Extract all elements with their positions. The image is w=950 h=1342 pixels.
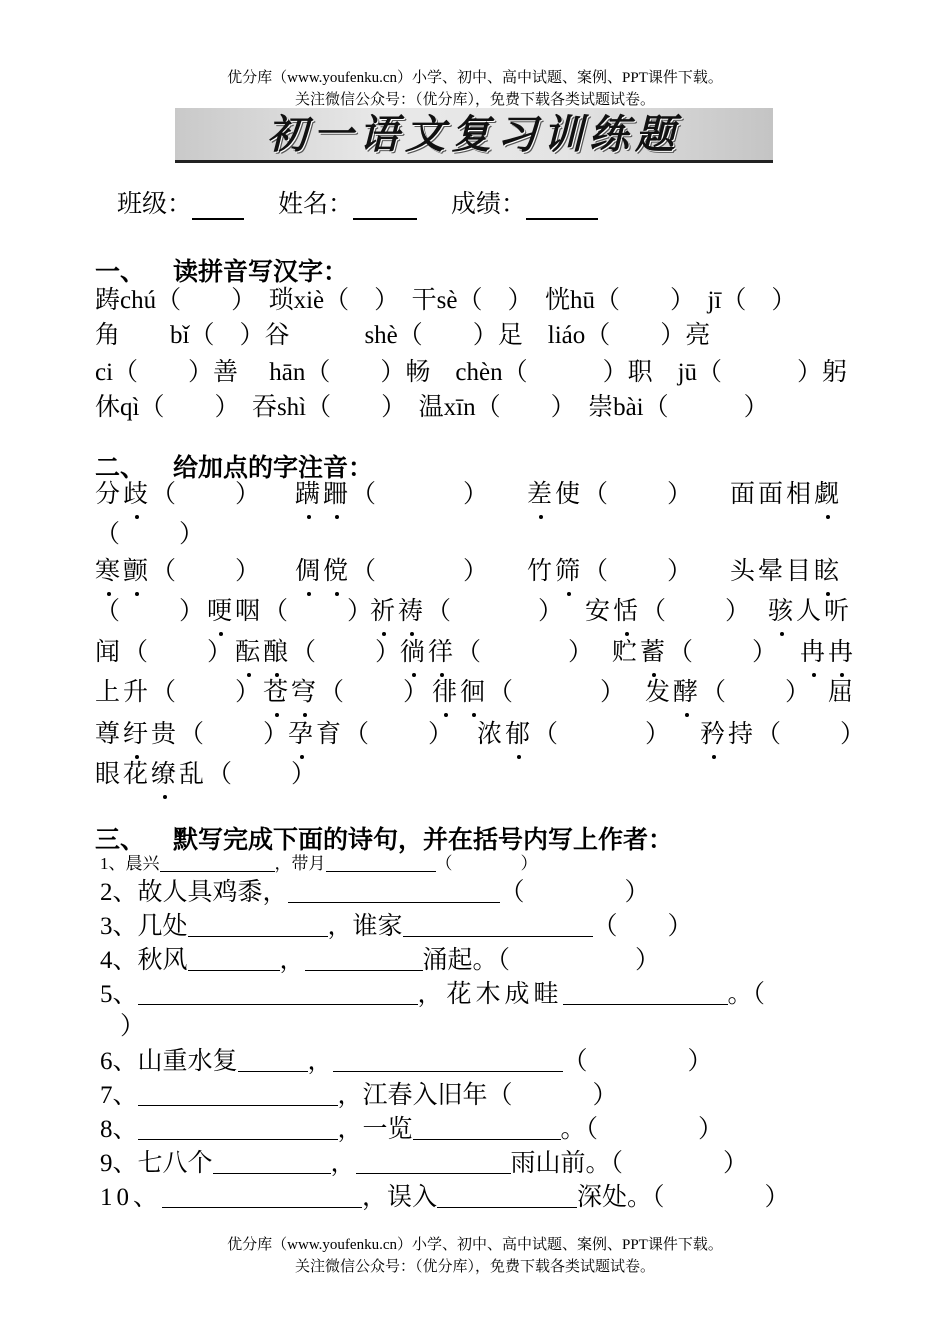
poem-text: 晨兴 [125, 854, 160, 873]
footer-line-2: 关注微信公众号：（优分库），免费下载各类试题试卷。 [294, 1259, 655, 1275]
poem-number: 7、 [100, 1082, 138, 1109]
item-text: 屈 [828, 679, 857, 706]
dotted-char: 缭 [151, 761, 179, 788]
answer-blank[interactable] [188, 912, 328, 937]
dotted-char: 郁 [505, 721, 533, 748]
header-line-2: 关注微信公众号：（优分库），免费下载各类试题试卷。 [294, 92, 655, 108]
section-3-number: 三、 [95, 825, 146, 854]
dotted-char: 差 [527, 481, 555, 508]
item-text: （ ） [426, 598, 567, 625]
answer-blank[interactable] [162, 1183, 362, 1208]
dotted-char: 蓄 [640, 639, 668, 666]
dotted-char: 冉冉 [800, 639, 856, 666]
poem-line-2 [100, 876, 650, 910]
poem-text: 几处 [137, 913, 188, 940]
answer-blank[interactable] [238, 1047, 308, 1072]
item-text: 咽（ ） [235, 598, 376, 625]
section-1-heading [95, 252, 348, 288]
section-3-title: 默写完成下面的诗句，并在括号内写上作者： [173, 825, 674, 854]
page-title: 初一语文复习训练题 [175, 108, 773, 163]
poem-text: 七八个 [137, 1150, 213, 1177]
poem-line-8 [100, 1113, 723, 1147]
annotation-item [527, 478, 695, 512]
section-1-number: 一、 [95, 257, 146, 286]
item-text: 面面相 [730, 481, 815, 508]
poem-text: 山重水复 [137, 1048, 238, 1075]
dotted-char: 哽 [207, 598, 235, 625]
annotation-item [295, 555, 491, 589]
answer-blank[interactable] [138, 1115, 338, 1140]
item-text: （ ） [151, 558, 264, 585]
annotation-item [95, 718, 291, 752]
poem-text: 深处。（ ） [577, 1184, 790, 1211]
class-blank[interactable] [192, 192, 244, 220]
item-text: 眼花 [95, 761, 152, 788]
dotted-char: 恬 [613, 598, 641, 625]
dotted-char: 倜傥 [295, 558, 351, 585]
dotted-char: 徘徊 [432, 679, 488, 706]
poem-line-3 [100, 910, 693, 944]
annotation-item [295, 478, 491, 512]
answer-blank[interactable] [188, 946, 280, 971]
poem-number: 3、 [100, 913, 138, 940]
item-text: （ ） [533, 721, 674, 748]
item-text: （ ） [488, 679, 629, 706]
item-text: （ ） [95, 521, 208, 548]
annotation-item [370, 595, 566, 629]
item-text: （ ） [151, 481, 264, 508]
section-2-number: 二、 [95, 453, 146, 482]
answer-blank[interactable] [213, 1149, 331, 1174]
poem-text: ， [330, 1150, 356, 1177]
annotation-item [768, 595, 852, 629]
annotation-item [527, 555, 695, 589]
poem-text: 雨山前。（ ） [510, 1150, 749, 1177]
item-text: （ ） [456, 639, 597, 666]
answer-blank[interactable] [437, 1183, 577, 1208]
answer-blank[interactable] [160, 853, 275, 872]
poem-text: 秋风 [137, 947, 188, 974]
item-text: 贵（ ） [151, 721, 292, 748]
poem-text: ，误入 [362, 1184, 438, 1211]
answer-blank[interactable] [413, 1115, 561, 1140]
poem-number: 4、 [100, 947, 138, 974]
score-blank[interactable] [526, 192, 598, 220]
item-text: 乱（ ） [179, 761, 320, 788]
annotation-item [432, 676, 628, 710]
poem-text: ，江春入旧年（ [337, 1082, 513, 1109]
dotted-char: 祈祷 [370, 598, 426, 625]
answer-blank[interactable] [403, 912, 593, 937]
item-text: 发 [645, 679, 674, 706]
dotted-char: 苍穹 [263, 679, 319, 706]
item-text: 育（ ） [316, 721, 457, 748]
poem-line-5 [100, 978, 765, 1012]
name-label: 姓名： [277, 189, 353, 218]
item-text: 浓 [477, 721, 506, 748]
poem-text: ， [279, 947, 305, 974]
poem-line-10 [100, 1181, 790, 1215]
dotted-char: 觑 [814, 481, 842, 508]
poem-line-5-cont [120, 1010, 145, 1044]
name-blank[interactable] [353, 192, 417, 220]
dotted-char: 歧 [123, 481, 151, 508]
annotation-item [95, 676, 431, 710]
annotation-item [477, 718, 673, 752]
item-text: 闻（ ） [95, 639, 236, 666]
poem-text: 故人具鸡黍， [137, 879, 288, 906]
poem-number: 1、 [100, 854, 126, 873]
item-text: 使（ ） [555, 481, 696, 508]
item-text: （ ） [701, 679, 814, 706]
item-text: （ ） [319, 679, 432, 706]
item-text: （ ） [95, 598, 208, 625]
item-text: （ ） [641, 598, 754, 625]
poem-number: 10、 [100, 1184, 163, 1211]
poem-text: ，带月 [274, 854, 326, 873]
poem-number: 9、 [100, 1150, 138, 1177]
item-text: 持（ ） [728, 721, 869, 748]
item-text: 头晕目 [730, 558, 815, 585]
item-text: （ ） [351, 481, 492, 508]
answer-blank[interactable] [138, 980, 418, 1005]
annotation-item [585, 595, 753, 629]
answer-blank[interactable] [305, 946, 423, 971]
author-paren: （ ） [562, 1048, 713, 1075]
item-text: 尊 [95, 721, 124, 748]
poem-line-6 [100, 1045, 713, 1079]
answer-blank[interactable] [288, 878, 500, 903]
annotation-item [400, 636, 596, 670]
answer-blank[interactable] [333, 1047, 563, 1072]
poem-line-7 [100, 1079, 618, 1113]
dotted-char: 酵 [673, 679, 701, 706]
poem-number: 8、 [100, 1116, 138, 1143]
pinyin-line-3: ci（ ）善 hān（ ）畅 chèn（ ）职 jū（ ）躬 [95, 359, 848, 386]
dotted-char: 纡 [123, 721, 151, 748]
poem-text: ，谁家 [327, 913, 403, 940]
section-2-title: 给加点的字注音： [173, 453, 374, 482]
section-1-title: 读拼音写汉字： [173, 257, 349, 286]
author-paren: （ ） [499, 879, 650, 906]
item-text: 竹 [527, 558, 556, 585]
item-text: （ ） [351, 558, 492, 585]
item-text: 人听 [796, 598, 853, 625]
pinyin-line-2: 角 bǐ（ ）谷 shè（ ）足 liáo（ ）亮 [95, 322, 711, 349]
dotted-char: 筛 [555, 558, 583, 585]
author-paren: （ ） [435, 854, 538, 873]
annotation-item [95, 518, 207, 552]
author-paren: 。（ [727, 981, 766, 1008]
annotation-item [95, 595, 375, 629]
annotation-item [95, 758, 319, 792]
annotation-item [828, 676, 856, 710]
footer-line-1: 优分库（www.youfenku.cn）小学、初中、高中试题、案例、PPT课件下载。 [227, 1237, 723, 1253]
poem-text: 涌起。（ ） [422, 947, 661, 974]
item-text: 分 [95, 481, 124, 508]
annotation-item [95, 555, 263, 589]
score-label: 成绩： [450, 189, 526, 218]
poem-text: ，花木成畦 [417, 981, 563, 1008]
annotation-item [645, 676, 813, 710]
dotted-char: 寒颤 [95, 558, 151, 585]
annotation-item [95, 636, 403, 670]
poem-number: 6、 [100, 1048, 138, 1075]
annotation-item [730, 478, 842, 512]
item-text: 贮 [612, 639, 641, 666]
item-text: 安 [585, 598, 614, 625]
item-text: （ ） [291, 639, 404, 666]
item-text: （ ） [583, 558, 696, 585]
poem-line-9 [100, 1147, 748, 1181]
item-text: （ ） [668, 639, 781, 666]
poem-text: ， [307, 1048, 333, 1075]
pinyin-line-4: 休qì（ ） 吞shì（ ） 温xīn（ ） 崇bài（ ） [95, 394, 769, 421]
author-paren: ） [120, 1013, 146, 1040]
answer-blank[interactable] [356, 1149, 511, 1174]
item-text: 上升（ ） [95, 679, 264, 706]
dotted-char: 孕 [288, 721, 316, 748]
dotted-char: 徜徉 [400, 639, 456, 666]
dotted-char: 蹒跚 [295, 481, 351, 508]
annotation-item [700, 718, 868, 752]
answer-blank[interactable] [563, 980, 728, 1005]
pinyin-line-1: 踌chú（ ） 琐xiè（ ） 干sè（ ） 恍hū（ ） jī（ ） [95, 287, 797, 314]
class-label: 班级： [117, 189, 193, 218]
answer-blank[interactable] [326, 853, 436, 872]
poem-number: 2、 [100, 879, 138, 906]
dotted-char: 矜 [700, 721, 728, 748]
author-paren: 。（ ） [560, 1116, 724, 1143]
student-info-row [117, 184, 598, 220]
poem-line-4 [100, 944, 660, 978]
poem-text: ，一览 [337, 1116, 413, 1143]
annotation-item [612, 636, 780, 670]
answer-blank[interactable] [138, 1081, 338, 1106]
annotation-item [800, 636, 856, 670]
dotted-char: 骇 [768, 598, 796, 625]
author-paren: ） [592, 1082, 618, 1109]
poem-number: 5、 [100, 981, 138, 1008]
annotation-item [95, 478, 263, 512]
annotation-item [288, 718, 456, 752]
dotted-char: 眩 [814, 558, 842, 585]
annotation-item [730, 555, 842, 589]
author-paren: （ ） [592, 913, 693, 940]
dotted-char: 酝酿 [235, 639, 291, 666]
header-line-1: 优分库（www.youfenku.cn）小学、初中、高中试题、案例、PPT课件下载。 [227, 70, 723, 86]
